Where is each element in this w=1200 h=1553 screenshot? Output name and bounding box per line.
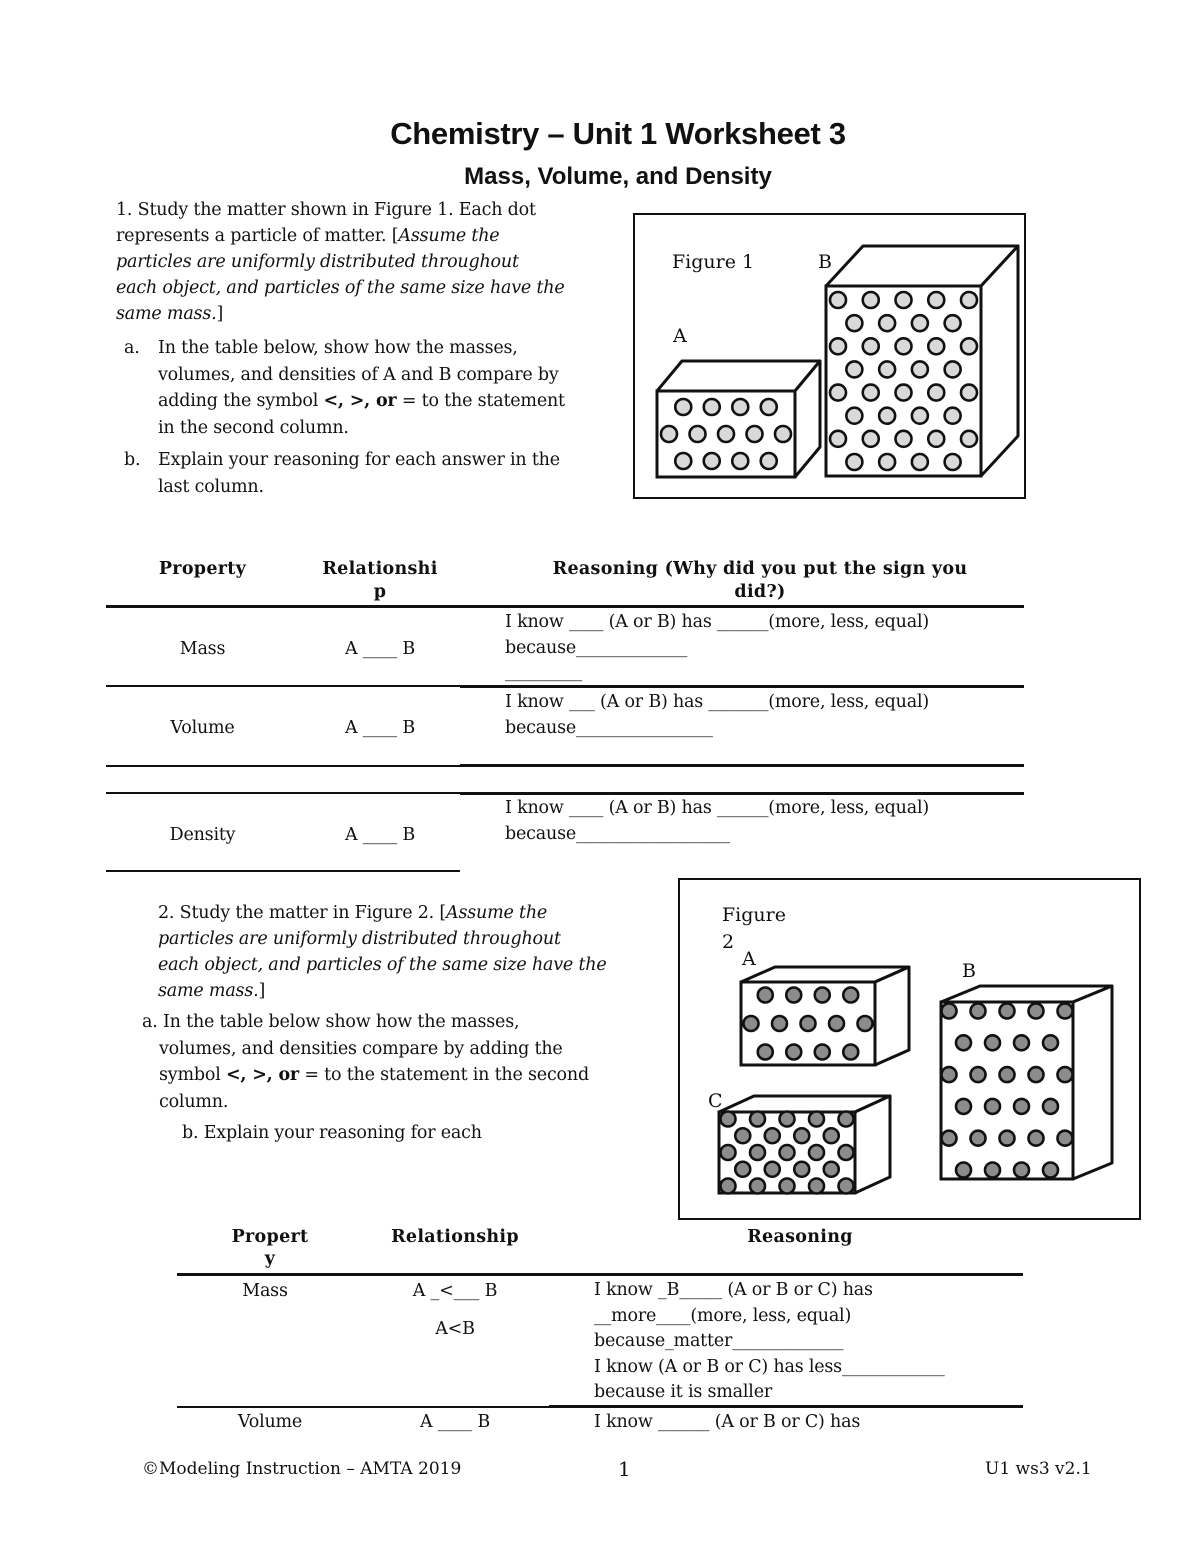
particle-icon [750,1145,765,1160]
table-1-row-mass-property: Mass [179,639,226,659]
particle-icon [896,385,912,401]
figure-2-drawing [678,878,1141,1220]
question-2-line-1: 2. Study the matter in Figure 2. [Assume the [158,903,548,923]
figure-1-object-b [826,246,1018,476]
particle-icon [830,431,846,447]
particle-icon [1029,1067,1044,1082]
table-2-header-property: Propert y [231,1227,309,1269]
particle-icon [704,453,720,469]
particle-icon [824,1128,839,1143]
figure-2-object-b [941,986,1112,1179]
question-2-line-4: same mass.] [158,981,266,1001]
particle-icon [765,1128,780,1143]
particle-icon [971,1004,986,1019]
question-1-line-3: particles are uniformly distributed throughout [116,252,519,272]
particle-icon [758,1045,773,1060]
particle-icon [718,426,734,442]
figure-1-title: Figure 1 [672,251,755,273]
particle-icon [863,292,879,308]
question-1-line-2: represents a particle of matter. [Assume the [116,226,500,246]
particle-icon [985,1099,1000,1114]
particle-icon [912,408,928,424]
question-1-part-a [124,335,634,445]
particle-icon [863,431,879,447]
particle-icon [879,315,895,331]
particle-icon [912,315,928,331]
part-a-line-4: in the second column. [158,417,349,438]
particle-icon [1043,1163,1058,1178]
figure-1-drawing [633,213,1026,499]
particle-icon [942,1067,957,1082]
question-2-part-b: b. Explain your reasoning for each [182,1123,482,1143]
figure-2-label-a: A [742,948,756,970]
particle-icon [912,361,928,377]
table-2-header-relationship: Relationship [391,1227,519,1247]
particle-icon [809,1145,824,1160]
table-1-row-rule [106,685,460,687]
particle-icon [945,315,961,331]
particle-icon [956,1035,971,1050]
particle-icon [735,1162,750,1177]
particle-icon [747,426,763,442]
table-2-header-reasoning: Reasoning [747,1227,853,1247]
particle-icon [879,454,895,470]
particle-icon [786,988,801,1003]
particle-icon [961,431,977,447]
particle-icon [1014,1163,1029,1178]
question-2-part-a-line-1: a. In the table below show how the masses, [142,1012,520,1032]
particle-icon [846,408,862,424]
particle-icon [744,1016,759,1031]
table-2-row-volume-property: Volume [237,1412,303,1432]
particle-icon [945,454,961,470]
particle-icon [675,399,691,415]
part-b-line-1: Explain your reasoning for each answer in the [158,450,560,470]
particle-icon [775,426,791,442]
figure-2-label-b: B [962,960,976,982]
part-a-line-2: volumes, and densities of A and B compare by [158,364,559,385]
particle-icon [721,1179,736,1194]
table-1-row-volume-relationship: A ____ B [344,718,416,738]
table-2-row-rule [177,1406,549,1408]
figure-2-label-c: C [708,1090,723,1112]
particle-icon [786,1045,801,1060]
table-1-row-mass-reasoning[interactable]: I know ____ (A or B) has ______(more, less, equal) because_____________ _________ [505,612,930,682]
footer-version: U1 ws3 v2.1 [985,1459,1092,1479]
question-2-part-a [142,1009,662,1115]
particle-icon [761,399,777,415]
particle-icon [945,408,961,424]
question-1-part-b [124,447,634,507]
question-1-line-5: same mass.] [116,304,224,324]
part-a-line-3: adding the symbol <, >, or = to the statement [158,391,565,411]
particle-icon [675,453,691,469]
particle-icon [794,1162,809,1177]
page-title: Chemistry – Unit 1 Worksheet 3 [390,116,846,151]
table-1-row-density-reasoning[interactable]: I know ____ (A or B) has ______(more, less, equal) because__________________ [505,798,930,844]
particle-icon [1029,1131,1044,1146]
particle-icon [830,338,846,354]
particle-icon [863,338,879,354]
figure-1-label-a: A [673,325,687,347]
particle-icon [750,1112,765,1127]
table-1-header-property: Property [158,559,247,579]
question-1-line-1: 1. Study the matter shown in Figure 1. Each dot [116,200,536,220]
particle-icon [1014,1099,1029,1114]
question-2-part-a-line-4: column. [159,1091,229,1112]
particle-icon [846,361,862,377]
particle-icon [839,1145,854,1160]
particle-icon [794,1128,809,1143]
table-1-row-rule [460,685,1024,688]
particle-icon [843,988,858,1003]
particle-icon [1029,1004,1044,1019]
table-1-row-density-relationship: A ____ B [344,825,416,845]
particle-icon [942,1004,957,1019]
table-1-row-mass-relationship: A ____ B [344,639,416,659]
particle-icon [721,1112,736,1127]
page-subtitle: Mass, Volume, and Density [464,163,772,190]
table-1-row-rule [460,764,1024,767]
particle-icon [815,1045,830,1060]
particle-icon [1043,1035,1058,1050]
particle-icon [780,1179,795,1194]
table-2-row-mass-reasoning[interactable]: I know _B_____ (A or B or C) has __more____(more, less, equal) because_matter_____________ I know (A or B or C) has less____________ because it is smaller [594,1280,945,1402]
particle-icon [780,1145,795,1160]
particle-icon [879,361,895,377]
figure-2-object-c [719,1096,890,1194]
footer-page-number: 1 [618,1457,631,1481]
particle-icon [843,1045,858,1060]
particle-icon [846,454,862,470]
particle-icon [928,338,944,354]
particle-icon [956,1163,971,1178]
particle-icon [961,385,977,401]
question-2-part-a-line-2: volumes, and densities compare by adding the [159,1038,563,1059]
particle-icon [735,1128,750,1143]
table-1-row-rule [106,765,460,767]
part-b-label: b. [124,450,141,470]
particle-icon [896,292,912,308]
particle-icon [971,1131,986,1146]
particle-icon [961,338,977,354]
particle-icon [896,338,912,354]
particle-icon [985,1163,1000,1178]
table-2-header-rule [177,1273,1023,1276]
particle-icon [1058,1131,1073,1146]
particle-icon [985,1035,1000,1050]
particle-icon [942,1131,957,1146]
question-1-intro [116,197,636,327]
particle-icon [1000,1131,1015,1146]
table-2-row-mass-relationship-note: A<B [435,1319,475,1339]
table-1-bottom-rule [106,870,460,872]
particle-icon [758,988,773,1003]
particle-icon [829,1016,844,1031]
particle-icon [956,1099,971,1114]
table-2-row-rule [549,1405,1023,1408]
table-1-header-reasoning: Reasoning (Why did you put the sign you did?) [552,559,968,602]
particle-icon [824,1162,839,1177]
table-2-row-volume-reasoning[interactable]: I know ______ (A or B or C) has [594,1412,861,1432]
particle-icon [750,1179,765,1194]
part-b-line-2: last column. [158,476,264,497]
particle-icon [704,399,720,415]
particle-icon [1058,1067,1073,1082]
question-2-line-3: each object, and particles of the same size have the [158,955,607,975]
particle-icon [858,1016,873,1031]
particle-icon [801,1016,816,1031]
particle-icon [1014,1035,1029,1050]
particle-icon [809,1179,824,1194]
table-1-row-rule [106,792,460,794]
figure-1-label-b: B [818,251,832,273]
particle-icon [961,292,977,308]
particle-icon [721,1145,736,1160]
particle-icon [690,426,706,442]
particle-icon [928,292,944,308]
question-1-line-4: each object, and particles of the same size have the [116,278,565,298]
particle-icon [809,1112,824,1127]
particle-icon [971,1067,986,1082]
particle-icon [732,453,748,469]
particle-icon [772,1016,787,1031]
particle-icon [1000,1067,1015,1082]
particle-icon [912,454,928,470]
particle-icon [846,315,862,331]
particle-icon [928,431,944,447]
particle-icon [928,385,944,401]
particle-icon [1043,1099,1058,1114]
particle-icon [815,988,830,1003]
table-1-header-relationship: Relationshi p [322,559,438,602]
figure-2-object-a [741,967,909,1065]
particle-icon [1000,1004,1015,1019]
particle-icon [863,385,879,401]
particle-icon [780,1112,795,1127]
table-2-row-volume-relationship[interactable]: A ____ B [419,1412,491,1432]
table-1-row-density-property: Density [169,825,236,845]
figure-1 [633,213,1026,499]
footer-copyright: ©Modeling Instruction – AMTA 2019 [142,1459,462,1479]
particle-icon [896,431,912,447]
particle-icon [830,292,846,308]
particle-icon [661,426,677,442]
figure-2 [678,878,1141,1220]
particle-icon [732,399,748,415]
particle-icon [1058,1004,1073,1019]
figure-2-title: Figure 2 [722,904,786,953]
particle-icon [761,453,777,469]
table-1-header-rule [106,605,1024,608]
question-2-line-2: particles are uniformly distributed throughout [158,929,561,949]
particle-icon [839,1112,854,1127]
figure-1-object-a [657,361,820,477]
table-1-row-volume-property: Volume [170,718,235,738]
particle-icon [830,385,846,401]
part-a-label: a. [124,338,140,358]
particle-icon [839,1179,854,1194]
particle-icon [945,361,961,377]
particle-icon [879,408,895,424]
table-2-row-mass-relationship[interactable]: A _<___ B [412,1281,498,1301]
particle-icon [765,1162,780,1177]
question-2-part-a-line-3: symbol <, >, or = to the statement in the second [159,1065,589,1085]
table-2-row-mass-property: Mass [242,1281,288,1301]
table-1-row-volume-reasoning[interactable]: I know ___ (A or B) has _______(more, less, equal) because________________ [505,692,930,738]
part-a-line-1: In the table below, show how the masses, [158,338,518,358]
question-2-intro [158,900,678,1004]
